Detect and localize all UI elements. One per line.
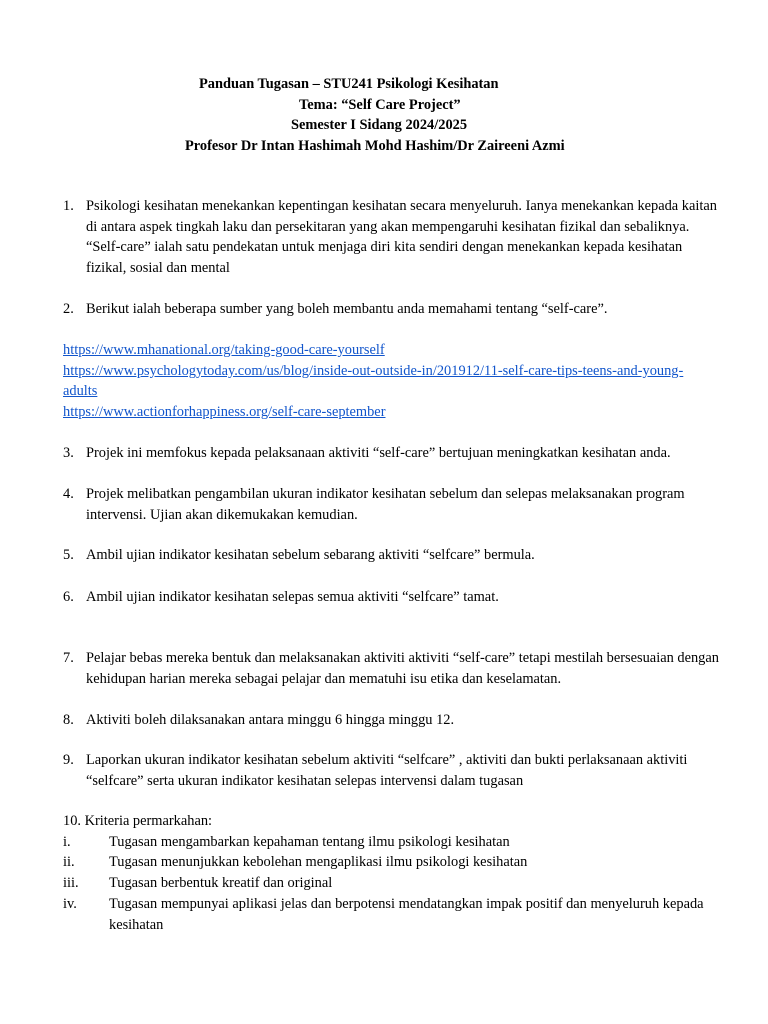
list-item-number: 2. (63, 301, 74, 317)
list-item-text: Ambil ujian indikator kesihatan selepas semua aktiviti “selfcare” tamat. (86, 589, 499, 605)
list-item-text: Ambil ujian indikator kesihatan sebelum sebarang aktiviti “selfcare” bermula. (86, 547, 535, 563)
criteria-row (63, 832, 723, 853)
list-item-number: 8. (63, 712, 74, 728)
list-item-8 (63, 710, 723, 731)
list-item-text: Aktiviti boleh dilaksanakan antara minggu 6 hingga minggu 12. (86, 712, 455, 728)
list-item-7 (63, 648, 723, 689)
criteria-text: Tugasan mengambarkan kepahaman tentang ilmu psikologi kesihatan (109, 833, 510, 850)
list-item-number: 9. (63, 752, 74, 768)
list-item-5 (63, 545, 723, 566)
list-item-3 (63, 443, 723, 464)
link-actionforhappiness[interactable]: https://www.actionforhappiness.org/self-care-september (63, 404, 386, 421)
link-mhanational[interactable]: https://www.mhanational.org/taking-good-care-yourself (63, 342, 385, 358)
header-lecturers: Profesor Dr Intan Hashimah Mohd Hashim/Dr Zaireeni Azmi (185, 138, 565, 155)
header-title: Panduan Tugasan – STU241 Psikologi Kesihatan (199, 76, 499, 92)
list-item-6 (63, 587, 723, 608)
list-item-number: 3. (63, 445, 74, 461)
list-item-1 (63, 196, 723, 279)
list-item-2 (63, 299, 723, 320)
list-item-number: 5. (63, 547, 74, 563)
list-item-number: 6. (63, 589, 74, 605)
criteria-text: Tugasan menunjukkan kebolehan mengaplikasi ilmu psikologi kesihatan (109, 854, 528, 871)
list-item-text: Berikut ialah beberapa sumber yang boleh membantu anda memahami tentang “self-care”. (86, 301, 608, 317)
grading-criteria (63, 811, 723, 935)
criteria-number: i. (63, 833, 71, 850)
list-item-4 (63, 484, 723, 525)
list-item-text: Laporkan ukuran indikator kesihatan sebelum aktiviti “selfcare” , aktiviti dan bukti perlaksanaan aktiviti “selfcare” serta ukuran indikator kesihatan selepas intervensi dalam tugasan (86, 752, 688, 789)
criteria-text: Tugasan mempunyai aplikasi jelas dan berpotensi mendatangkan impak positif dan menyeluruh kepada kesihatan (109, 895, 704, 933)
criteria-title: 10. Kriteria permarkahan: (63, 813, 213, 829)
criteria-row (63, 894, 723, 935)
list-item-text: Projek melibatkan pengambilan ukuran indikator kesihatan sebelum dan selepas melaksanakan program intervensi. Ujian akan dikemukakan kemudian. (86, 486, 685, 523)
criteria-row (63, 852, 723, 873)
list-item-text: Pelajar bebas mereka bentuk dan melaksanakan aktiviti aktiviti “self-care” tetapi mestilah bersesuaian dengan kehidupan harian mereka sebagai pelajar dan mematuhi isu etika dan keselamatan. (86, 650, 719, 687)
link-psychologytoday[interactable]: https://www.psychologytoday.com/us/blog/inside-out-outside-in/201912/11-self-care-tips-teens-and-young-adults (63, 362, 684, 400)
header-semester: Semester I Sidang 2024/2025 (291, 117, 468, 134)
resource-links (63, 340, 703, 423)
list-item-9 (63, 750, 723, 791)
list-item-number: 7. (63, 650, 74, 666)
criteria-row (63, 873, 723, 894)
list-item-text: Projek ini memfokus kepada pelaksanaan aktiviti “self-care” bertujuan meningkatkan kesihatan anda. (86, 445, 671, 461)
criteria-number: iv. (63, 895, 77, 912)
list-item-number: 1. (63, 198, 74, 214)
list-item-number: 4. (63, 486, 74, 502)
criteria-number: iii. (63, 875, 79, 892)
criteria-text: Tugasan berbentuk kreatif dan original (109, 875, 333, 892)
criteria-number: ii. (63, 854, 75, 871)
header-theme: Tema: “Self Care Project” (299, 96, 461, 113)
list-item-text: Psikologi kesihatan menekankan kepentingan kesihatan secara menyeluruh. Ianya menekankan kepada kaitan di antara aspek tingkah laku dan persekitaran yang akan mempengaruhi kesihatan fizikal dan sebaliknya. “Self-care” ialah satu pendekatan untuk menjaga diri kita sendiri dengan menekankan kepada kesihatan fizikal, sosial dan mental (86, 198, 717, 277)
